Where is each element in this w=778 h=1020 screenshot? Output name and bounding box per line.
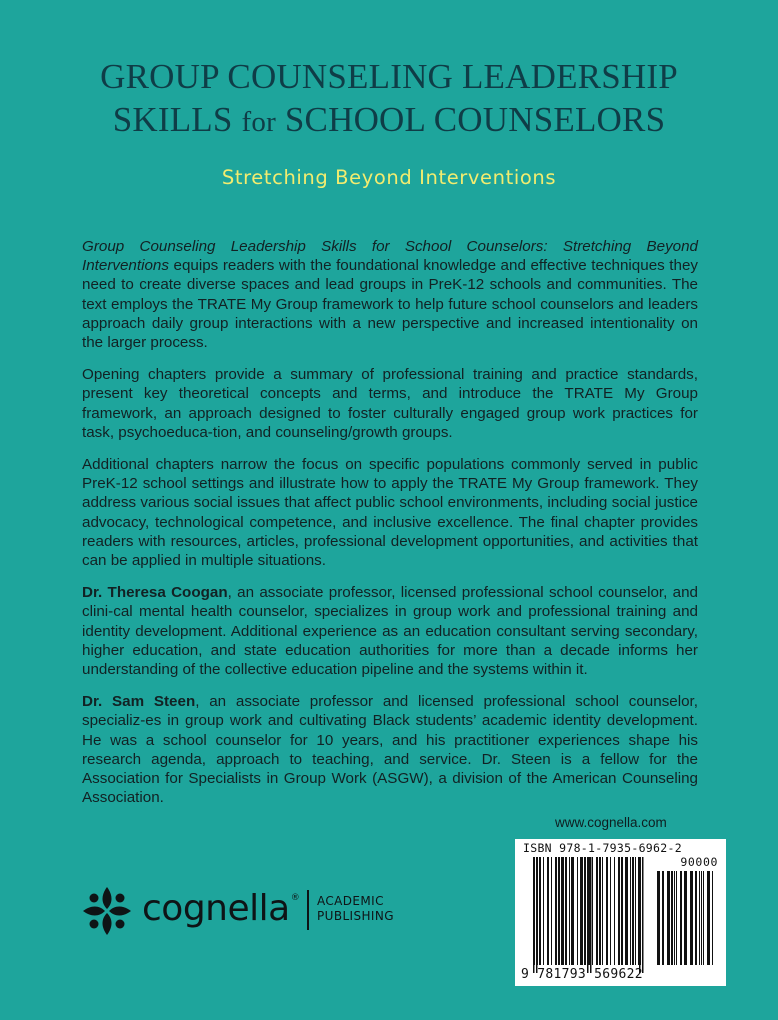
barcode-bar — [671, 871, 673, 965]
blurb — [82, 237, 698, 820]
barcode-bar — [577, 857, 578, 965]
barcode-bar — [635, 857, 636, 965]
blurb-paragraph-3: Additional chapters narrow the focus on specific populations commonly served in public PreK-12 school settings and illustrate how to apply the TRATE My Group framework. They address various social issues that affect public school environments, including social justice advocacy, technological competence, and inclusive excellence. The final chapter provides readers with resources, articles, professional development opportunities, and activities that can be applied in multiple situations. — [82, 456, 698, 570]
barcode-bar — [707, 871, 710, 965]
book-title — [0, 55, 778, 144]
barcode-bar — [606, 857, 608, 965]
barcode-bar — [621, 857, 623, 965]
isbn-addon: 90000 — [680, 855, 718, 869]
barcode-bar — [684, 871, 687, 965]
barcode-bar — [596, 857, 598, 965]
title-line-1: GROUP COUNSELING LEADERSHIP — [100, 57, 678, 96]
publisher-url[interactable]: www.cognella.com — [555, 815, 667, 830]
barcode-bar — [569, 857, 570, 965]
author-bio-steen: Dr. Sam Steen, an associate professor and licensed professional school counselor, specializ-es in group work and cultivating Black students’ academic identity development. He was a school counselor for 10 years, and his practitioner experiences shape his research agenda, approach to teaching, and service. Dr. Steen is a fellow for the Association for Specialists in Group Work (ASGW), a division of the American Counseling Association. — [82, 693, 698, 807]
barcode-bar — [561, 857, 564, 965]
barcode-bar — [712, 871, 713, 965]
barcode-guard-bar — [536, 857, 538, 973]
barcode-bar — [571, 857, 574, 965]
barcode-bar — [676, 871, 677, 965]
barcode-guard-bar — [642, 857, 644, 973]
barcode-bar — [674, 871, 675, 965]
barcode-bar — [630, 857, 631, 965]
barcode-bar — [610, 857, 611, 965]
barcode-bar — [657, 871, 660, 965]
barcode-guard-bar — [533, 857, 535, 973]
publisher-division: ACADEMIC PUBLISHING — [317, 894, 394, 923]
barcode-bar — [614, 857, 615, 965]
barcode-bar — [625, 857, 628, 965]
blurb-paragraph-1: Group Counseling Leadership Skills for School Counselors: Stretching Beyond Interventions equips readers with the foundational knowledge and effective techniques they need to create diverse spaces and lead groups in PreK-12 schools and communities. The text employs the TRATE My Group framework to help future school counselors and leaders approach daily group interactions with a new perspective and increased intentionality on the larger process. — [82, 238, 698, 352]
barcode-bar — [551, 857, 552, 965]
barcode-bar — [662, 871, 664, 965]
barcode-guard-bar — [590, 857, 592, 973]
author-bio-coogan: Dr. Theresa Coogan, an associate professor, licensed professional school counselor, and clini-cal mental health counselor, specializes in group work and professional training and identity development. Additional experience as an education consultant serving secondary, higher education, and state education authorities for more than a decade informs her understanding of the collective education pipeline and the systems within it. — [82, 584, 698, 679]
barcode-bar — [558, 857, 560, 965]
barcode-bar — [584, 857, 586, 965]
publisher-wordmark: cognella® — [142, 888, 300, 929]
title-line-2: SKILLS for SCHOOL COUNSELORS — [112, 100, 666, 139]
blurb-paragraph-2: Opening chapters provide a summary of professional training and practice standards, present key theoretical concepts and terms, and introduce the TRATE My Group framework, an approach designed to foster culturally engaged group work practices for task, psychoeduca-tion, and counseling/growth groups. — [82, 366, 698, 441]
barcode-bar — [695, 871, 697, 965]
barcode-bar — [580, 857, 583, 965]
barcode-bar — [690, 871, 693, 965]
barcode-bar — [699, 871, 700, 965]
barcode-bar — [592, 857, 593, 965]
logo-divider — [307, 890, 309, 930]
cognella-mark-icon — [80, 884, 134, 938]
barcode-bar — [539, 857, 541, 965]
isbn-label: ISBN 978-1-7935-6962-2 — [523, 841, 682, 855]
barcode-guard-bar — [639, 857, 641, 973]
barcode-bar — [599, 857, 601, 965]
barcode-bar — [555, 857, 557, 965]
barcode-bar — [667, 871, 670, 965]
barcode-bar — [602, 857, 603, 965]
book-subtitle: Stretching Beyond Interventions — [221, 166, 557, 189]
ean-digits: 9 781793 569622 — [521, 967, 643, 982]
barcode-guard-bar — [587, 857, 589, 973]
barcode-bar — [543, 857, 544, 965]
barcode-bar — [703, 871, 704, 965]
isbn-barcode — [515, 839, 726, 986]
barcode-bar — [618, 857, 620, 965]
barcode-bar — [680, 871, 682, 965]
barcode-bar — [547, 857, 549, 965]
barcode-bar — [701, 871, 702, 965]
barcode-bar — [632, 857, 634, 965]
barcode-bar — [565, 857, 567, 965]
